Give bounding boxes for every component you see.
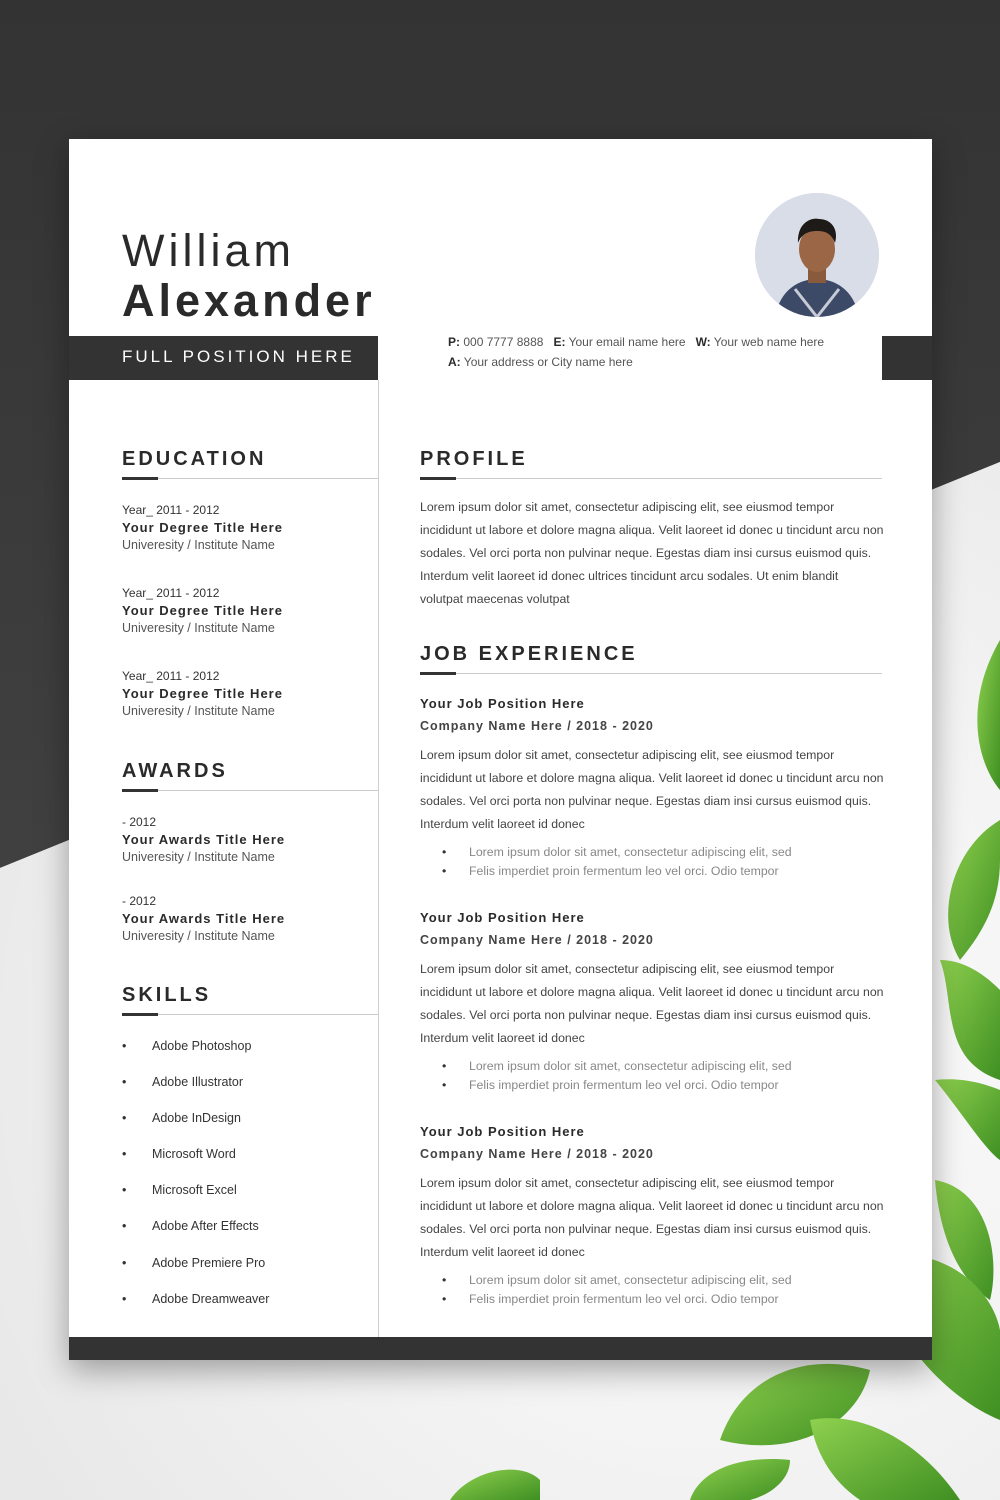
skill-label: Adobe After Effects bbox=[152, 1219, 259, 1233]
job-bullet-text: Lorem ipsum dolor sit amet, consectetur adipiscing elit, sed bbox=[469, 1273, 792, 1287]
education-year: Year_ 2011 - 2012 bbox=[122, 669, 220, 683]
education-item bbox=[122, 669, 283, 718]
skill-item: • Adobe After Effects bbox=[122, 1219, 259, 1233]
award-item bbox=[122, 894, 285, 943]
job-bullet: • Felis imperdiet proin fermentum leo vel orci. Odio tempor bbox=[442, 864, 779, 878]
job-bullet: • Felis imperdiet proin fermentum leo vel orci. Odio tempor bbox=[442, 1292, 779, 1306]
contact-line-1 bbox=[448, 335, 824, 349]
profile-photo bbox=[755, 193, 879, 317]
skill-label: Adobe InDesign bbox=[152, 1111, 241, 1125]
job-company: Company Name Here / 2018 - 2020 bbox=[420, 719, 654, 733]
education-year: Year_ 2011 - 2012 bbox=[122, 586, 220, 600]
skill-label: Adobe Premiere Pro bbox=[152, 1256, 266, 1270]
phone-value: 000 7777 8888 bbox=[463, 335, 544, 349]
job-bullet: • Lorem ipsum dolor sit amet, consectetur adipiscing elit, sed bbox=[442, 845, 792, 859]
job-company: Company Name Here / 2018 - 2020 bbox=[420, 1147, 654, 1161]
footer-bar bbox=[69, 1337, 932, 1360]
skill-item: • Adobe InDesign bbox=[122, 1111, 241, 1125]
experience-rule bbox=[420, 673, 882, 674]
skill-item: • Microsoft Excel bbox=[122, 1183, 237, 1197]
column-divider bbox=[378, 380, 379, 1337]
skills-rule-accent bbox=[122, 1013, 158, 1016]
education-item bbox=[122, 503, 283, 552]
job-company: Company Name Here / 2018 - 2020 bbox=[420, 933, 654, 947]
job-bullet: • Lorem ipsum dolor sit amet, consectetur adipiscing elit, sed bbox=[442, 1059, 792, 1073]
job-bullet-text: Felis imperdiet proin fermentum leo vel orci. Odio tempor bbox=[469, 1292, 779, 1306]
skill-label: Adobe Photoshop bbox=[152, 1039, 252, 1053]
skill-item: • Microsoft Word bbox=[122, 1147, 236, 1161]
web-label: W: bbox=[695, 335, 711, 349]
phone-label: P: bbox=[448, 335, 460, 349]
award-institute: Univeresity / Institute Name bbox=[122, 929, 275, 943]
education-title: EDUCATION bbox=[122, 448, 267, 470]
experience-title: JOB EXPERIENCE bbox=[420, 643, 638, 665]
award-year: - 2012 bbox=[122, 815, 157, 829]
skills-rule bbox=[122, 1014, 378, 1015]
job-bullet-text: Felis imperdiet proin fermentum leo vel orci. Odio tempor bbox=[469, 864, 779, 878]
profile-rule bbox=[420, 478, 882, 479]
position-bar bbox=[69, 336, 378, 380]
job-description: Lorem ipsum dolor sit amet, consectetur adipiscing elit, see eiusmod tempor incididunt ut labore et dolore magna aliqua. Velit laoreet id donec u tincidunt arcu non sodales. Vel orci porta non pulvinar neque. Egestas diam insi cursus euismod quis. Interdum velit laoreet id donec bbox=[420, 748, 884, 831]
education-institute: Univeresity / Institute Name bbox=[122, 621, 275, 635]
contact-line-2 bbox=[448, 355, 633, 369]
job-position: Your Job Position Here bbox=[420, 1124, 585, 1139]
awards-rule bbox=[122, 790, 378, 791]
awards-rule-accent bbox=[122, 789, 158, 792]
position-title: FULL POSITION HERE bbox=[122, 347, 355, 366]
education-degree: Your Degree Title Here bbox=[122, 686, 283, 701]
awards-title: AWARDS bbox=[122, 760, 228, 782]
job-description: Lorem ipsum dolor sit amet, consectetur adipiscing elit, see eiusmod tempor incididunt ut labore et dolore magna aliqua. Velit laoreet id donec u tincidunt arcu non sodales. Vel orci porta non pulvinar neque. Egestas diam insi cursus euismod quis. Interdum velit laoreet id donec bbox=[420, 962, 884, 1045]
name-last: Alexander bbox=[122, 275, 376, 326]
education-degree: Your Degree Title Here bbox=[122, 603, 283, 618]
email-label: E: bbox=[553, 335, 566, 349]
address-value: Your address or City name here bbox=[463, 355, 633, 369]
job-position: Your Job Position Here bbox=[420, 696, 585, 711]
skill-label: Adobe Dreamweaver bbox=[152, 1292, 270, 1306]
job-bullet: • Lorem ipsum dolor sit amet, consectetur adipiscing elit, sed bbox=[442, 1273, 792, 1287]
job-bullet-text: Lorem ipsum dolor sit amet, consectetur adipiscing elit, sed bbox=[469, 1059, 792, 1073]
job-bullet: • Felis imperdiet proin fermentum leo vel orci. Odio tempor bbox=[442, 1078, 779, 1092]
education-rule bbox=[122, 478, 378, 479]
web-value: Your web name here bbox=[713, 335, 825, 349]
profile-title: PROFILE bbox=[420, 448, 528, 470]
job-description: Lorem ipsum dolor sit amet, consectetur adipiscing elit, see eiusmod tempor incididunt ut labore et dolore magna aliqua. Velit laoreet id donec u tincidunt arcu non sodales. Vel orci porta non pulvinar neque. Egestas diam insi cursus euismod quis. Interdum velit laoreet id donec bbox=[420, 1176, 884, 1259]
skill-item: • Adobe Illustrator bbox=[122, 1075, 244, 1089]
name-first: William bbox=[122, 225, 295, 276]
education-institute: Univeresity / Institute Name bbox=[122, 704, 275, 718]
skill-item: • Adobe Dreamweaver bbox=[122, 1292, 270, 1306]
education-degree: Your Degree Title Here bbox=[122, 520, 283, 535]
email-value: Your email name here bbox=[568, 335, 686, 349]
award-year: - 2012 bbox=[122, 894, 157, 908]
award-title: Your Awards Title Here bbox=[122, 832, 286, 847]
job-position: Your Job Position Here bbox=[420, 910, 585, 925]
skill-label: Microsoft Word bbox=[152, 1147, 236, 1161]
job-bullet-text: Felis imperdiet proin fermentum leo vel orci. Odio tempor bbox=[469, 1078, 779, 1092]
education-item bbox=[122, 586, 283, 635]
skill-item: • Adobe Premiere Pro bbox=[122, 1256, 266, 1270]
skill-label: Microsoft Excel bbox=[152, 1183, 237, 1197]
profile-text: Lorem ipsum dolor sit amet, consectetur adipiscing elit, see eiusmod tempor incididunt ut labore et dolore magna aliqua. Velit laoreet id donec u tincidunt arcu non sodales. Vel orci porta non pulvinar neque. Egestas diam insi cursus euismod quis. Interdum velit laoreet id donec ultrices tincidunt arcu sodales. Ut enim blandit volutpat maecenas volutpat bbox=[420, 500, 884, 606]
skills-title: SKILLS bbox=[122, 984, 212, 1006]
contact-accent-bar bbox=[882, 336, 932, 380]
profile-rule-accent bbox=[420, 477, 456, 480]
award-institute: Univeresity / Institute Name bbox=[122, 850, 275, 864]
skill-label: Adobe Illustrator bbox=[152, 1075, 244, 1089]
skill-item: • Adobe Photoshop bbox=[122, 1039, 252, 1053]
address-label: A: bbox=[448, 355, 461, 369]
job-bullet-text: Lorem ipsum dolor sit amet, consectetur adipiscing elit, sed bbox=[469, 845, 792, 859]
education-rule-accent bbox=[122, 477, 158, 480]
award-title: Your Awards Title Here bbox=[122, 911, 286, 926]
education-year: Year_ 2011 - 2012 bbox=[122, 503, 220, 517]
experience-rule-accent bbox=[420, 672, 456, 675]
education-institute: Univeresity / Institute Name bbox=[122, 538, 275, 552]
resume-page bbox=[69, 139, 932, 1360]
award-item bbox=[122, 815, 285, 864]
